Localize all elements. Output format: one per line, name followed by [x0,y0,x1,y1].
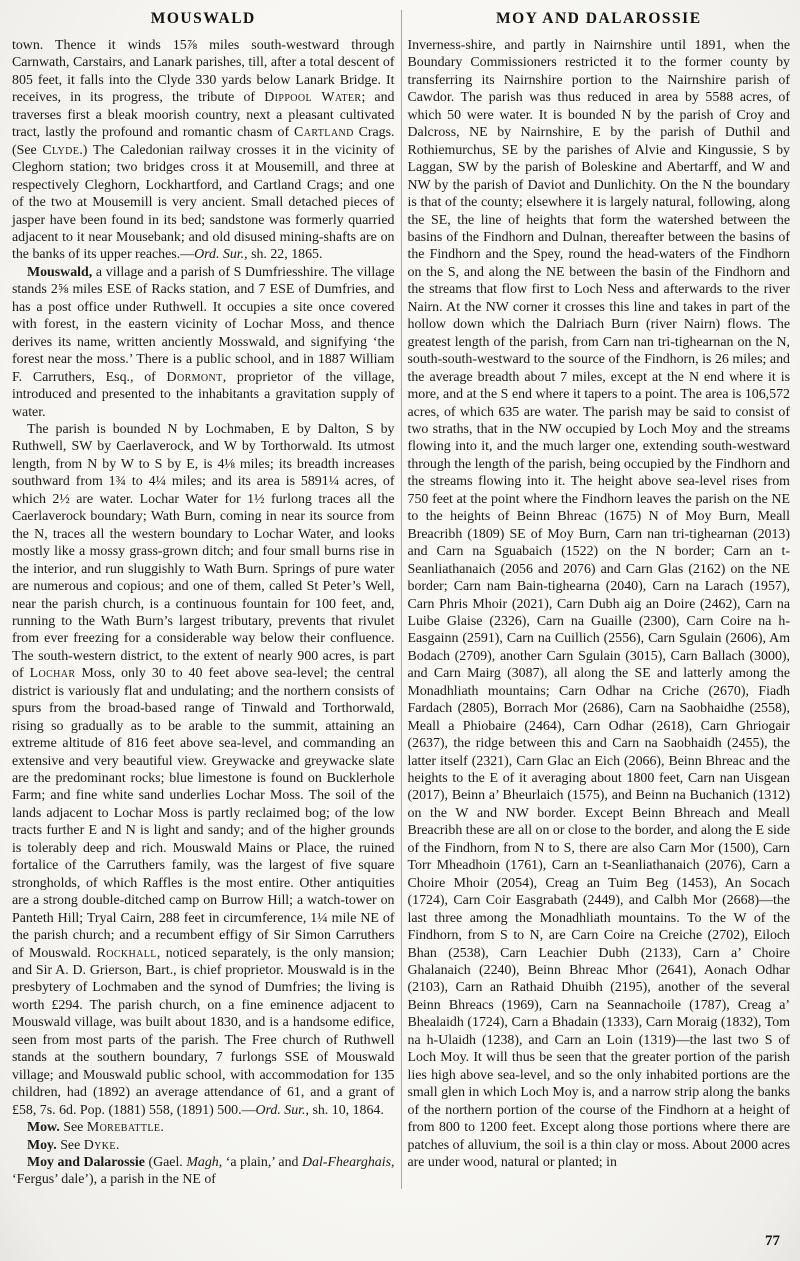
text-run: , noticed separately, is the only mansion; and Sir A. D. Grierson, Bart., is chief proprietor. Mouswald is in the presbytery of Lochmaben and the synod of Dumfries; the living is worth £294. The parish church, on a fine eminence adjacent to Mouswald village, was built about 1830, and is a handsome edifice, seen from most parts of the parish. The Free church of Ruthwell stands at the southern boundary, 7 furlongs SSE of Mouswald village; and Mouswald public school, with accommodation for 135 children, had (1892) an average attendance of 61, and a grant of £58, 7s. 6d. Pop. (1881) 558, (1891) 500.— [12,945,395,1118]
text-run: . [160,1120,164,1136]
page-number: 77 [765,1233,780,1249]
text-run: a village and a parish of S Dumfriesshire. The village stands 2⅝ miles ESE of Racks station, and 7 ESE of Dumfries, and has a post office under Ruthwell. It occupies a site once covered with forest, in the eastern vicinity of Lochar Moss, and thence derives its name, written anciently Mosswald, and signifying ‘the forest near the moss.’ There is a public school, and in 1887 William F. Carruthers, Esq., of [12,264,395,385]
text-run: Mouswald, [27,264,93,280]
text-run: See [59,1120,87,1136]
text-run: .) The Caledonian railway crosses it in the vicinity of Cleghorn station; two bridges cross it at Mousemill, and three at respectively Cleghorn, Lockhartford, and Cartland Crags; and one of the two at Mousemill is very ancient. Small detached pieces of jasper have been found in its bed; sandstone was formerly quarried adjacent to it near Mousebank; and old disused mining-shafts are on the banks of its upper reaches.— [12,142,395,263]
text-run: , sh. 10, 1864. [305,1102,384,1118]
text-run: Dyke [83,1137,116,1153]
text-run: Clyde [42,142,80,158]
text-run: See [56,1137,84,1153]
paragraph [12,1137,395,1154]
right-column-text [408,37,791,1171]
text-run: , proprietor of the village, introduced and presented to the inhabitants a gravitation supply of water. [12,369,395,420]
text-run: Dippool Water [264,90,362,106]
text-run: Lochar [29,666,76,682]
text-run: town. Thence it winds 15⅞ miles south-westward through Carnwath, Carstairs, and Lanark parishes, till, after a total descent of 805 feet, it falls into the Clyde 330 yards below Lanark Bridge. It receives, in its progress, the tribute of [12,38,395,106]
left-column-text [12,37,395,1189]
paragraph [12,37,395,264]
two-column-layout [12,8,790,1189]
text-run: , ‘a plain,’ and [218,1155,303,1170]
text-run: Crags. (See [12,125,395,158]
text-run: Moy. [27,1137,57,1153]
text-run: The parish is bounded N by Lochmaben, E by Dalton, S by Ruthwell, SW by Caerlaverock, and W by Torthorwald. Its utmost length, from N by W to S by E, is 4⅛ miles; its breadth increases southward from 1¾ to 4¼ miles; and its area is 5891¼ acres, of which 2½ are water. Lochar Water for 1½ furlong traces all the Caerlaverock boundary; Wath Burn, coming in near its source from the N, traces all the western boundary to Lochar Water, and looks mostly like a mossy grass-grown ditch; and four small burns rise in the interior, and run sluggishly to Wath Burn. Springs of pure water are numerous and copious; and one of them, called St Peter’s Well, near the parish church, is a continuous fountain for 100 feet, and, running to the Wath Burn’s largest tributary, prevents that rivulet from ever freezing for a considerable way below their confluence. The south-western district, to the extent of nearly 900 acres, is part of [12,421,395,682]
text-run: Morebattle [86,1120,161,1136]
text-run: Magh [186,1155,219,1170]
text-run: Rockhall [96,945,157,961]
paragraph [408,37,791,1171]
text-run: , ‘Fergus’ dale’), a parish in the NE of [12,1155,395,1188]
right-column [408,8,791,1189]
paragraph [12,1119,395,1136]
right-column-header: MOY AND DALAROSSIE [495,10,702,27]
paragraph [12,421,395,1119]
text-run: Dal-Fhearghais [302,1155,392,1170]
text-run: (Gael. [144,1155,187,1170]
text-run: Inverness-shire, and partly in Nairnshire until 1891, when the Boundary Commissioners restricted it to the former county by transferring its Nairnshire portion to the Nairnshire parish of Cawdor. The parish was thus reduced in area by 5588 acres, of which 50 were water. It is bounded N by the parish of Croy and Dalcross, NE by Nairnshire, E by the parish of Duthil and Rothiemurchus, SE by the parishes of Alvie and Kingussie, S by Laggan, SW by the parish of Boleskine and Abertarff, and W and NW by the parish of Daviot and Dunlichity. On the N the boundary is that of the county; elsewhere it is largely natural, following, along the SE, the line of heights that form the watershed between the basins of the Findhorn and Dulnan, thereafter between the basins of the Findhorn and the Spey, round the head-waters of the Findhorn on the S, and along the NE between the basin of the Findhorn and the streams that flow first to Loch Ness and afterwards to the river Nairn. At the NW corner it crosses this line and takes in part of the hollow down which the Dalriach Burn (river Nairn) flows. The greatest length of the parish, from Carn nan tri-tighearnan on the N, south-south-westward to the source of the Findhorn, is 26 miles; and the average breadth about 7 miles, except at the N end where it is more, and at the S end where it tapers to a point. The area is 106,572 acres, of which 635 are water. The parish may be said to consist of two straths, that in the NW occupied by Loch Moy and the streams flowing into it, and the much larger one, extending south-westward through the length of the parish, being occupied by the Findhorn and the streams flowing into it. The height above sea-level rises from 750 feet at the point where the Findhorn leaves the parish on the NE to the heights of Beinn Bhreac (1675) N of Moy Burn, Meall Breacribh (1809) SE of Moy Burn, Carn nan tri-tighearnan (2013) and Carn na Sguabaich (1522) on the N border; Carn an t-Seanliathanaich (2056 and 2076) and Carn Glas (2162) on the NE border; Carn nam Bain-tighearna (2040), Carn na Larach (1957), Carn Phris Mhoir (2021), Carn Dubh aig an Doire (2462), Carn na Luibe Glaise (2326), Carn na Guaille (2300), Carn Coire na h-Easgainn (2591), Carn na Cuillich (2556), Carn Sgulain (2606), Am Bodach (2709), another Carn Sgulain (3015), Carn Ballach (3000), and Carn Mairg (3087), all along the SE and latterly among the Monadhliath mountains; Carn Odhar na Criche (2670), Fiadh Fardach (2805), Borrach Mor (2686), Carn na Saobhaidhe (2558), Meall a Phiobaire (2464), Carn Odhar (2618), Carn Ghriogair (2637), the ridge between this and Carn na Saobhaidh (2455), the latter itself (2321), Carn Glac an Eich (2066), Beinn Bhreac and the heights to the E of it averaging about 1800 feet, Carn nan Uisgean (2017), Beinn a’ Bheurlaich (1575), and Beinn na Buchanich (1312) on the W and NW border. Except Beinn Bhreach and Meall Breacribh these are all on or close to the border, and along the E side of the Findhorn, from N to S, there are also Carn Mor (1500), Carn Torr Mheadhoin (1761), Carn an t-Seanliathanaich (2076), Carn a Choire Mhoir (2054), Creag an Tuim Beg (1453), An Socach (1724), Carn Coir Easgrabath (2449), and Calbh Mor (2668)—the last three among the Monadhliath mountains. To the W of the Findhorn, from S to N, are Carn Coire na Creiche (2702), Eiloch Bhan (2538), Carn Leachier Dubh (2133), Carn a’ Choire Ghalanaich (2240), Beinn Bhreac Mhor (2641), Aonach Odhar (2103), Carn an Rathaid Dhuibh (2195), another of the several Beinn Bhreacs (1969), Carn na Seannachoile (1787), Creag a’ Bhealaidh (1724), Carn a Bhadain (1333), Carn Moraig (1832), Tom na h-Ulaidh (1238), and Carn an Loin (1319)—the last two S of Loch Moy. It will thus be seen that the greater portion of the parish lies high above sea-level, and so the only inhabited portions are the small glen in which Loch Moy is, and a narrow strip along the banks of the northern portion of the course of the Findhorn at a height of from 800 to 1200 feet. Except along those portions where there are patches of alluvium, the soil is a thin clay or moss. About 2000 acres are under wood, natural or planted; in [407,38,790,1170]
text-run: Dormont [166,369,223,385]
text-run: Moy and Dalarossie [27,1155,145,1170]
text-run: . [115,1137,120,1153]
text-run: Mow. [27,1120,60,1136]
left-column [12,8,395,1189]
text-run: , sh. 22, 1865. [244,247,323,263]
text-run: Ord. Sur. [194,247,245,263]
text-run: Cartland [294,125,354,141]
left-column-header: MOUSWALD [150,10,256,27]
paragraph [12,1154,395,1189]
text-run: Ord. Sur. [255,1102,306,1118]
paragraph [12,264,395,421]
text-run: Moss, only 30 to 40 feet above sea-level; the central district is variously flat and undulating; and the northern consists of spurs from the broad-based range of Tinwald and Torthorwald, rising so gradually as to be arable to the summit, attaining an extreme altitude of 816 feet above sea-level, and commanding an extensive and very beautiful view. Greywacke and greywacke slate are the predominant rocks; blue limestone is found on Bucklerhole Farm; and fine white sand underlies Lochar Moss. The soil of the lands adjacent to Lochar Moss is partly reclaimed bog; of the low tracts further E and N is light and sandy; and of the higher grounds is tolerably deep and rich. Mouswald Mains or Place, the ruined fortalice of the Carruthers family, was the largest of five square strongholds, of which Raffles is the most entire. Other antiquities are a strong double-ditched camp on Burrow Hill; a watch-tower on Panteth Hill; Tryal Cairn, 288 feet in circumference, 1¼ mile NE of the parish church; and a recumbent effigy of Sir Simon Carruthers of Mouswald. [12,666,395,961]
text-run: ; and traverses first a bleak moorish country, next a pleasant cultivated tract, lastly the profound and romantic chasm of [12,90,395,141]
column-divider-rule [401,10,402,1189]
